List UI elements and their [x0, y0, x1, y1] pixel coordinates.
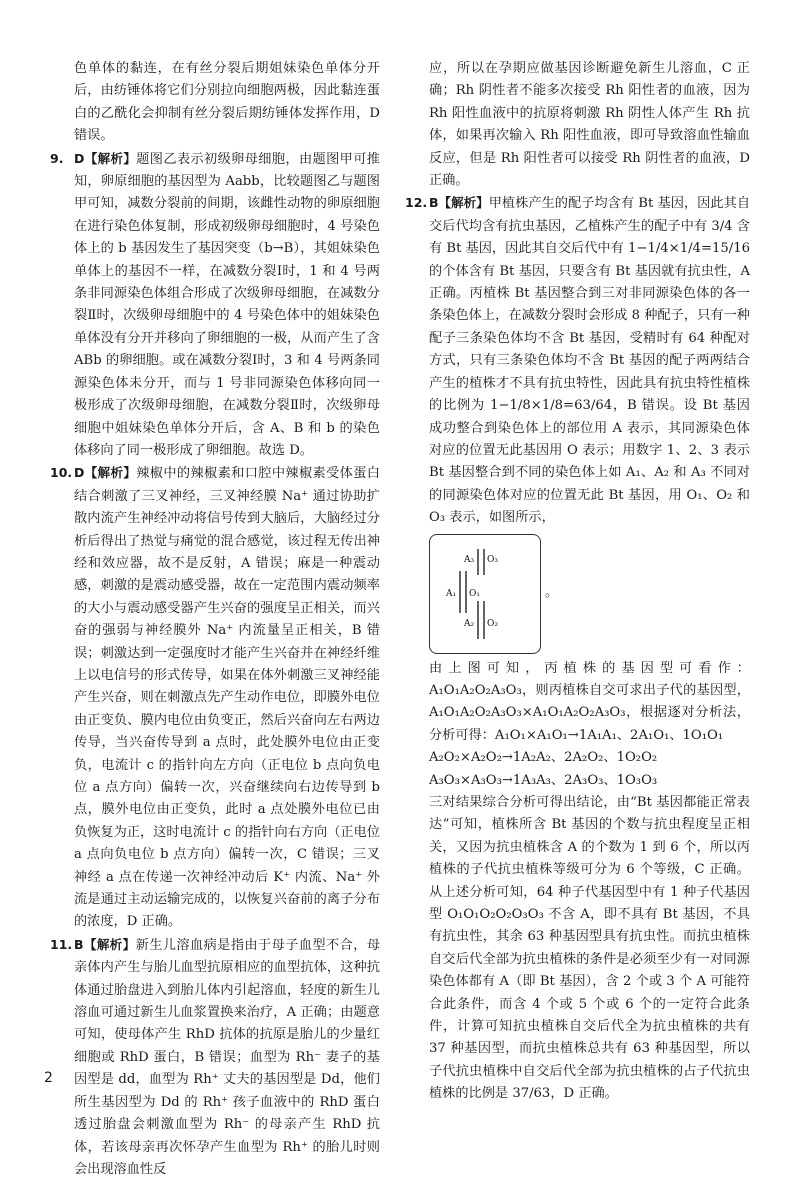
right-column — [405, 58, 750, 1106]
paragraph-continued: 色单体的黏连，在有丝分裂后期姐妹染色单体分开后，由纺锤体将它们分别拉向细胞两极，因此黏连蛋白的乙酰化会抑制有丝分裂后期纺锤体发挥作用，D 错误。 — [74, 61, 380, 144]
question-number: 11. — [50, 936, 73, 952]
answer-label: B【解析】 — [74, 936, 136, 952]
label-a2: A₂ — [464, 618, 475, 629]
chromosome-diagram-svg — [430, 535, 540, 653]
explanation-text: 新生儿溶血病是指由于母子血型不合，母亲体内产生与胎儿血型抗原相应的血型抗体，这种抗体通过胎盘进入到胎儿体内引起溶血，轻度的新生儿溶血可通过新生儿血浆置换来治疗，A 正确；由题意可知，使母体产生 RhD 抗体的抗原是胎儿的少量红细胞或 RhD 蛋白，B 错误；血型为 Rh⁻ 妻子的基因型是 dd，血型为 Rh⁺ 丈夫的基因型是 Dd，他们所生基因型为 Dd 的 Rh⁺ 孩子血液中的 RhD 蛋白透过胎盘会刺激血型为 Rh⁻ 的母亲产生 RhD 抗体，若该母亲再次怀孕产生血型为 Rh⁺ 的胎儿时则会出现溶血性反 — [74, 937, 381, 1177]
answer-label: B【解析】 — [429, 195, 489, 211]
paragraph-continued: 应，所以在孕期应做基因诊断避免新生儿溶血，C 正确；Rh 阴性者不能多次接受 Rh 阳性者的血液，因为 Rh 阳性血液中的抗原将刺激 Rh 阴性人体产生 Rh 抗体，如果再次输入 Rh 阳性血液，即可导致溶血性输血反应，但是 Rh 阳性者可以接受 Rh 阴性者的血液，D 正确。 — [429, 61, 750, 189]
answer-label: D【解析】 — [74, 465, 137, 481]
chromosome-diagram — [429, 534, 541, 654]
explanation-text: 甲植株产生的配子均含有 Bt 基因，因此其自交后代均含有抗虫基因，乙植株产生的配子中有 3/4 含有 Bt 基因，因此其自交后代中有 1−1/4×1/4=15/16 的个体含有 Bt 基因，只要含有 Bt 基因就有抗虫性，A 正确。丙植株 Bt 基因整合到三对非同源染色体的各一条染色体上，在减数分裂时会形成 8 种配子，只有一种配子三条染色体均不含 Bt 基因，受精时有 64 种配对方式，只有三条染色体均不含 Bt 基因的配子两两结合产生的植株才不具有抗虫特性，因此具有抗虫特性植株的比例为 1−1/8×1/8=63/64，B 错误。设 Bt 基因成功整合到染色体上的部位用 A 表示，其同源染色体对应的位置无此基因用 O 表示；用数字 1、2、3 表示 Bt 基因整合到不同的染色体上如 A₁、A₂ 和 A₃ 不同对的同源染色体对应的位置无此 Bt 基因，用 O₁、O₂ 和 O₃ 表示，如图所示， — [429, 196, 751, 526]
label-a3: A₃ — [464, 554, 475, 565]
diagram-analysis: 由上图可知，丙植株的基因型可看作：A₁O₁A₂O₂A₃O₃，则丙植株自交可求出子代的基因型，A₁O₁A₂O₂A₃O₃×A₁O₁A₂O₂A₃O₃，根据逐对分析法，分析可得：A₁O₁×A₁O₁→1A₁A₁、2A₁O₁、1O₁O₁ — [429, 660, 750, 743]
question-number: 9. — [50, 150, 64, 166]
label-a1: A₁ — [446, 588, 457, 599]
conclusion-text: 三对结果综合分析可得出结论，由“Bt 基因都能正常表达”可知，植株所含 Bt 基因的个数与抗虫程度呈正相关，又因为抗虫植株含 A 的个数为 1 到 6 个，所以丙植株的子代抗虫植株等级可分为 6 个等级，C 正确。从上述分析可知，64 种子代基因型中有 1 种子代基因型 O₁O₁O₂O₂O₃O₃ 不含 A，即不具有 Bt 基因，不具有抗虫性，其余 63 种基因型具有抗虫性。而抗虫植株自交后代全部为抗虫植株的条件是必须至少有一对同源染色体都有 A（即 Bt 基因），含 2 个或 3 个 A 可能符合此条件，而含 4 个或 5 个或 6 个的一定符合此条件，计算可知抗虫植株自交后代全为抗虫植株的共有 37 种基因型，而抗虫植株总共有 63 种基因型，所以子代抗虫植株中自交后代全部为抗虫植株的占子代抗虫植株的比例是 37/63，D 正确。 — [429, 794, 750, 1102]
label-o1: O₁ — [469, 588, 480, 599]
explanation-text: 题图乙表示初级卵母细胞，由题图甲可推知，卵原细胞的基因型为 Aabb，比较题图乙与题图甲可知，减数分裂前的间期，该雌性动物的卵原细胞在进行染色体复制，形成初级卵母细胞时，4 号染色体上的 b 基因发生了基因突变（b→B），其姐妹染色单体上的基因不一样，在减数分裂Ⅰ时，1 和 4 号两条非同源染色体组合形成了次级卵母细胞，在减数分裂Ⅱ时，次级卵母细胞中的 4 号染色体中的姐妹染色单体没有分开并移向了卵细胞的一极，从而产生了含 ABb 的卵细胞。或在减数分裂Ⅰ时，3 和 4 号两条同源染色体未分开，而与 1 号非同源染色体移向同一极形成了次级卵母细胞，在减数分裂Ⅱ时，次级卵母细胞中姐妹染色单体分开后，含 A、B 和 b 的染色体移向了同一极形成了卵细胞。故选 D。 — [74, 151, 380, 458]
answer-label: D【解析】 — [74, 150, 137, 166]
equation-2: A₂O₂×A₂O₂→1A₂A₂、2A₂O₂、1O₂O₂ — [429, 750, 658, 766]
question-9 — [50, 148, 380, 463]
explanation-text: 辣椒中的辣椒素和口腔中辣椒素受体蛋白结合刺激了三叉神经，三叉神经膜 Na⁺ 通过协助扩散内流产生神经冲动将信号传到大脑后，大脑经过分析后得出了热觉与痛觉的混合感觉，该过程无传出神经和效应器，故不是反射，A 错误；麻是一种震动感，刺激的是震动感受器，故在一定范围内震动频率的大小与震动感受器产生兴奋的强度呈正相关，而兴奋的强弱与神经膜外 Na⁺ 内流量呈正相关，B 错误；刺激达到一定强度时才能产生兴奋并在神经纤维上以电信号的形式传导，如果在体外刺激三叉神经能产生兴奋，则在刺激点先产生动作电位，即膜外电位由正变负、膜内电位由负变正，然后兴奋向左右两边传导，当兴奋传导到 a 点时，此处膜外电位由正变负，电流计 c 的指针向左方向（正电位 b 点向负电位 a 点方向）偏转一次，兴奋继续向右边传导到 b 点，膜外电位由正变负，此时 a 点处膜外电位已由负恢复为正，这时电流计 c 的指针向右方向（正电位 a 点向负电位 b 点方向）偏转一次，C 错误；三叉神经 a 点在传递一次神经冲动后 K⁺ 内流、Na⁺ 外流是通过主动运输完成的，以恢复兴奋前的离子分布的浓度，D 正确。 — [74, 466, 380, 930]
label-o2: O₂ — [487, 618, 498, 629]
question-number: 10. — [50, 465, 73, 481]
question-12 — [405, 192, 750, 529]
question-10 — [50, 462, 380, 934]
diagram-trailing-punct: 。 — [545, 585, 559, 601]
chromosome-diagram-row — [405, 530, 750, 658]
equation-3: A₃O₃×A₃O₃→1A₃A₃、2A₃O₃、1O₃O₃ — [429, 772, 658, 788]
page-number: 2 — [44, 1070, 53, 1086]
left-column — [50, 58, 380, 1181]
question-11 — [50, 934, 380, 1181]
label-o3: O₃ — [487, 554, 498, 565]
question-number: 12. — [405, 195, 428, 211]
